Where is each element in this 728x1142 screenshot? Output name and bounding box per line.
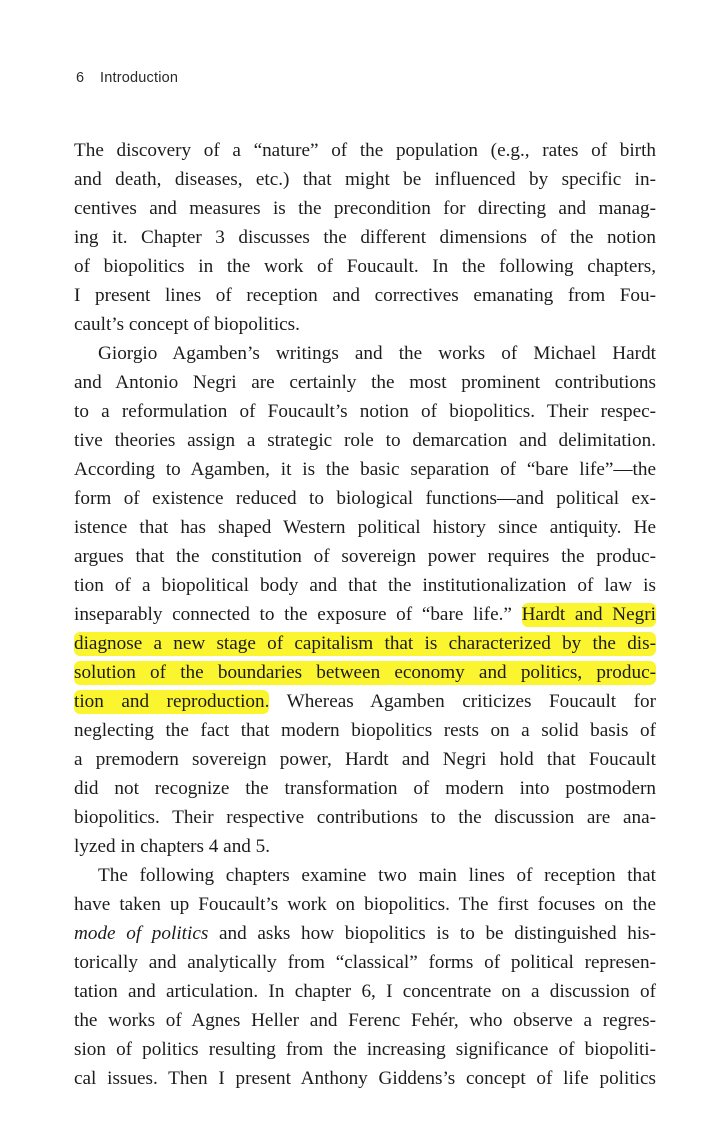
text-line: tion of a biopolitical body and that the institutionalization of law is: [74, 575, 656, 596]
text-line: istence that has shaped Western political history since antiquity. He: [74, 517, 656, 538]
text-line: Giorgio Agamben’s writings and the works of Michael Hardt: [98, 343, 656, 364]
running-head: [76, 70, 178, 86]
text-line: the works of Agnes Heller and Ferenc Fehér, who observe a regres-: [74, 1010, 656, 1031]
text-line: of biopolitics in the work of Foucault. In the following chapters,: [74, 256, 656, 277]
text-line: neglecting the fact that modern biopolitics rests on a solid basis of: [74, 720, 656, 741]
text-line: a premodern sovereign power, Hardt and Negri hold that Foucault: [74, 749, 656, 770]
text-line: tation and articulation. In chapter 6, I concentrate on a discussion of: [74, 981, 656, 1002]
text-line: did not recognize the transformation of modern into postmodern: [74, 778, 656, 799]
highlighted-text: tion and reproduction.: [74, 691, 270, 712]
text-line: I present lines of reception and correctives emanating from Fou-: [74, 285, 656, 306]
text-segment: and asks how biopolitics is to be distinguished his-: [218, 923, 657, 944]
text-line: The following chapters examine two main lines of reception that: [98, 865, 656, 886]
text-line: biopolitics. Their respective contributions to the discussion are ana-: [74, 807, 656, 828]
text-line: cal issues. Then I present Anthony Giddens’s concept of life politics: [74, 1068, 656, 1089]
text-segment: inseparably connected to the exposure of “bare life.”: [74, 604, 512, 625]
text-line: According to Agamben, it is the basic separation of “bare life”—the: [74, 459, 656, 480]
text-line: to a reformulation of Foucault’s notion of biopolitics. Their respec-: [74, 401, 656, 422]
text-line: form of existence reduced to biological functions—and political ex-: [74, 488, 656, 509]
highlighted-text: diagnose a new stage of capitalism that is characterized by the dis-: [74, 633, 656, 654]
text-segment: Whereas Agamben criticizes Foucault for: [286, 691, 657, 712]
highlighted-text: solution of the boundaries between economy and politics, produc-: [74, 662, 656, 683]
page-number: 6: [76, 70, 85, 86]
text-line: [74, 658, 656, 687]
text-line: cault’s concept of biopolitics.: [74, 314, 300, 335]
text-line: centives and measures is the precondition for directing and manag-: [74, 198, 656, 219]
body-text: [74, 136, 656, 1093]
section-title: Introduction: [100, 70, 179, 86]
text-line: torically and analytically from “classical” forms of political represen-: [74, 952, 656, 973]
text-line: [74, 600, 656, 629]
text-line: The discovery of a “nature” of the population (e.g., rates of birth: [74, 140, 656, 161]
text-line: [74, 629, 656, 658]
text-line: argues that the constitution of sovereign power requires the produc-: [74, 546, 656, 567]
text-line: tive theories assign a strategic role to demarcation and delimitation.: [74, 430, 656, 451]
highlighted-text: Hardt and Negri: [521, 604, 656, 625]
text-line: [74, 687, 656, 716]
text-line: and Antonio Negri are certainly the most prominent contributions: [74, 372, 656, 393]
text-line: lyzed in chapters 4 and 5.: [74, 836, 271, 857]
text-line: [74, 919, 656, 948]
italic-term: mode of politics: [74, 923, 209, 944]
text-line: have taken up Foucault’s work on biopolitics. The first focuses on the: [74, 894, 656, 915]
text-line: sion of politics resulting from the increasing significance of biopoliti-: [74, 1039, 656, 1060]
text-line: and death, diseases, etc.) that might be influenced by specific in-: [74, 169, 656, 190]
text-line: ing it. Chapter 3 discusses the different dimensions of the notion: [74, 227, 656, 248]
